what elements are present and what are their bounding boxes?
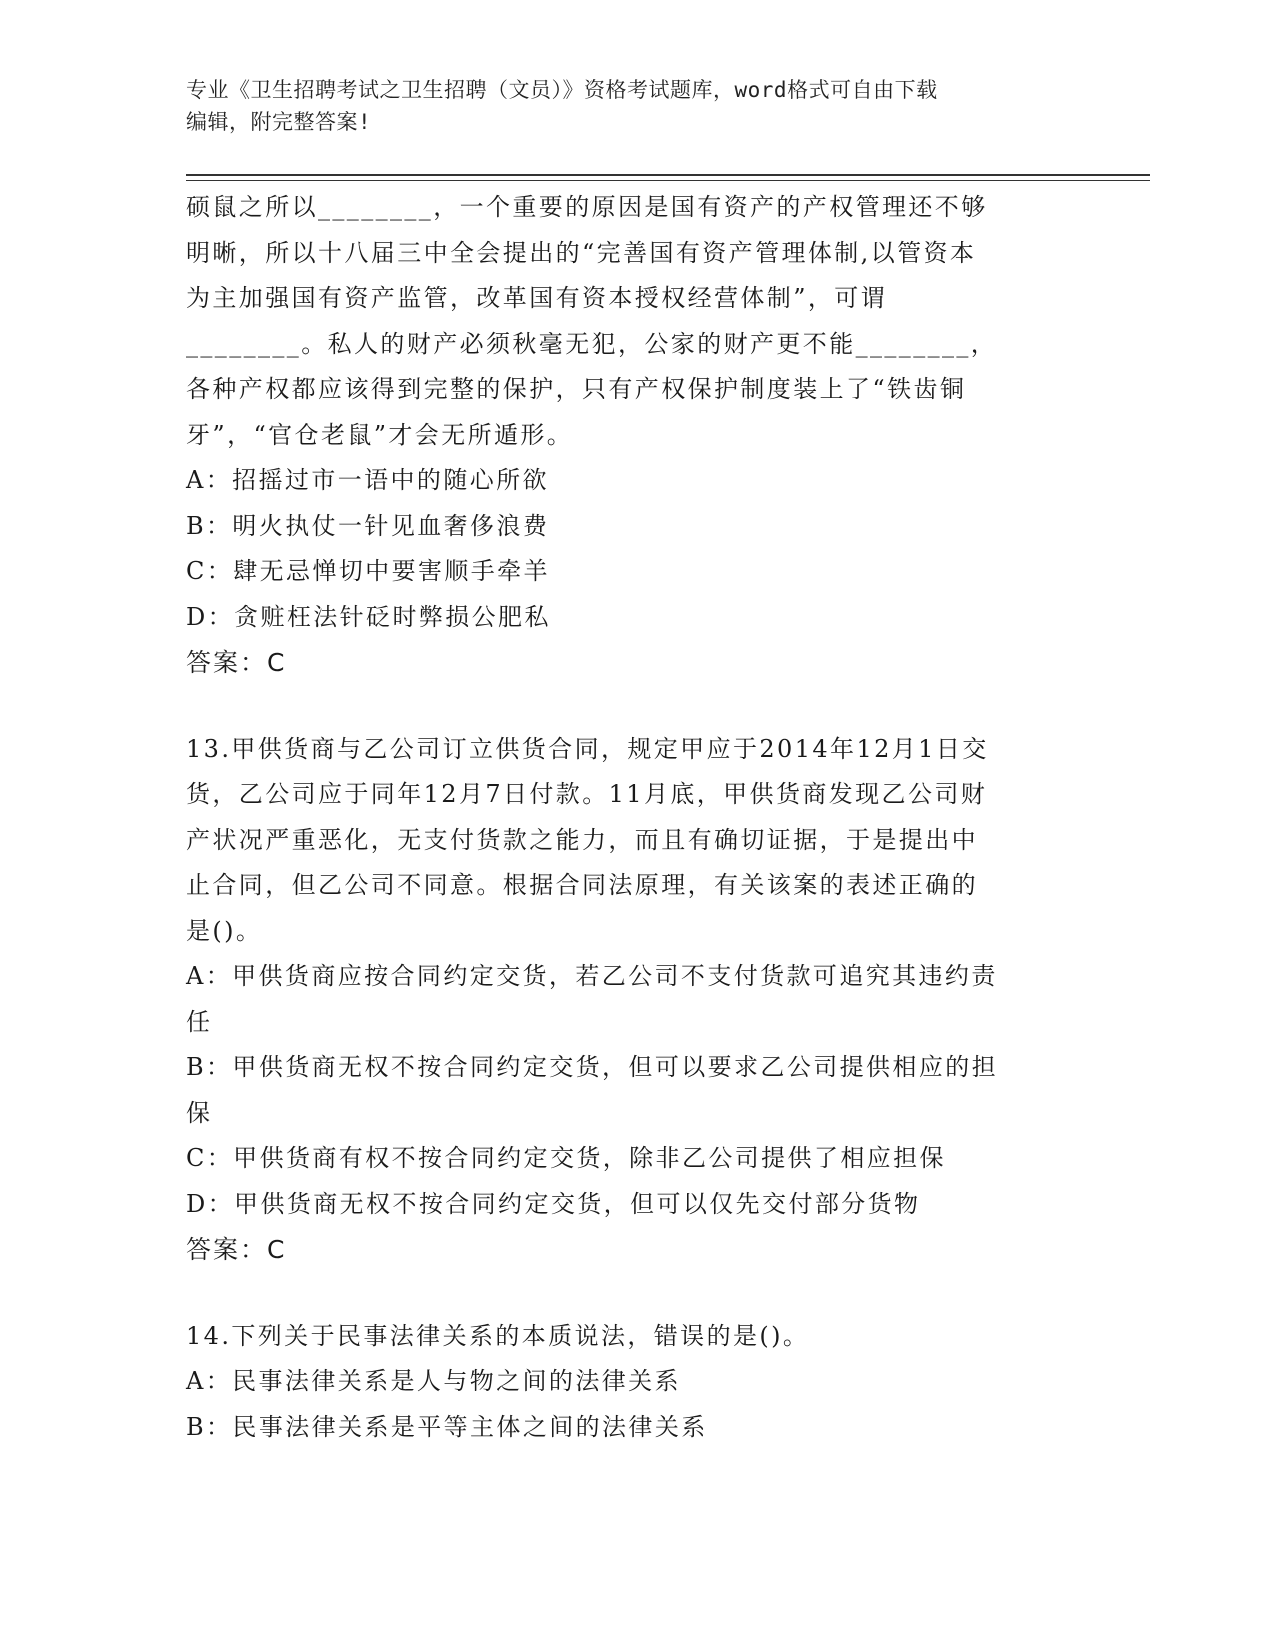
question-stem-line: 硕鼠之所以________，一个重要的原因是国有资产的产权管理还不够 [186, 193, 988, 221]
option-b: B：甲供货商无权不按合同约定交货，但可以要求乙公司提供相应的担 [186, 1053, 999, 1081]
option-a: A：甲供货商应按合同约定交货，若乙公司不支付货款可追究其违约责 [186, 962, 998, 990]
question-13 [186, 727, 1086, 1273]
option-c: C：肆无忌惮切中要害顺手牵羊 [186, 557, 550, 585]
header-line-1: 专业《卫生招聘考试之卫生招聘（文员）》资格考试题库，word格式可自由下载 [186, 78, 938, 102]
question-stem-line: ________。私人的财产必须秋毫无犯，公家的财产更不能________， [186, 329, 998, 358]
option-a: A：民事法律关系是人与物之间的法律关系 [186, 1367, 681, 1395]
question-stem-line: 产状况严重恶化，无支付货款之能力，而且有确切证据，于是提出中 [186, 825, 978, 854]
header-divider-thick [186, 174, 1150, 176]
question-spacer [186, 1273, 1086, 1314]
option-a-continuation: 任 [186, 1007, 213, 1036]
option-d: D：贪赃枉法针砭时弊损公肥私 [186, 602, 551, 631]
option-c: C：甲供货商有权不按合同约定交货，除非乙公司提供了相应担保 [186, 1144, 946, 1172]
question-stem-line: 为主加强国有资产监管，改革国有资本授权经营体制”，可谓 [186, 284, 888, 312]
question-stem-line: 明晰，所以十八届三中全会提出的“完善国有资产管理体制,以管资本 [186, 238, 977, 267]
question-12 [186, 185, 1086, 686]
option-b: B：明火执仗一针见血奢侈浪费 [186, 511, 550, 540]
question-spacer [186, 686, 1086, 727]
question-stem-line: 13.甲供货商与乙公司订立供货合同，规定甲应于2014年12月1日交 [186, 734, 989, 763]
question-stem-line: 各种产权都应该得到完整的保护，只有产权保护制度装上了“铁齿铜 [186, 375, 967, 403]
header-divider-thin [186, 180, 1150, 181]
document-header [186, 74, 1066, 138]
option-a: A：招摇过市一语中的随心所欲 [186, 466, 549, 494]
question-14 [186, 1314, 1086, 1451]
question-stem-line: 14.下列关于民事法律关系的本质说法，错误的是()。 [186, 1321, 810, 1350]
option-d: D：甲供货商无权不按合同约定交货，但可以仅先交付部分货物 [186, 1189, 921, 1218]
header-line-2: 编辑，附完整答案! [186, 110, 372, 134]
question-stem-line: 是()。 [186, 916, 263, 945]
question-stem-line: 牙”，“官仓老鼠”才会无所遁形。 [186, 420, 574, 449]
option-b: B：民事法律关系是平等主体之间的法律关系 [186, 1412, 708, 1441]
answer-label: 答案：C [186, 648, 287, 677]
question-stem-line: 货，乙公司应于同年12月7日付款。11月底，甲供货商发现乙公司财 [186, 780, 988, 808]
question-stem-line: 止合同，但乙公司不同意。根据合同法原理，有关该案的表述正确的 [186, 871, 978, 899]
option-b-continuation: 保 [186, 1098, 213, 1127]
answer-label: 答案：C [186, 1235, 287, 1264]
question-content [186, 185, 1086, 1450]
